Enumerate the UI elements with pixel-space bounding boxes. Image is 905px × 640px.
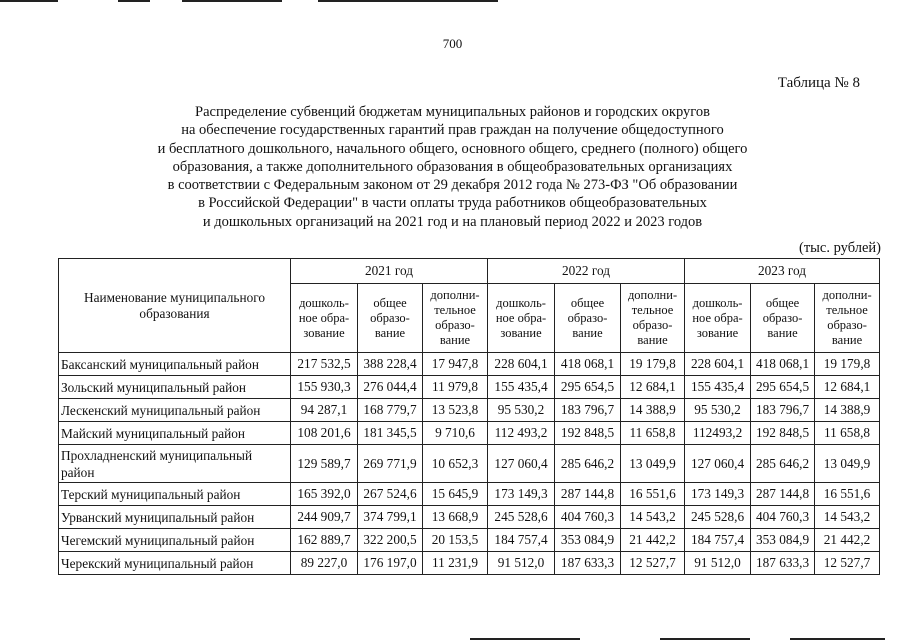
name-column-header: Наименование муниципального образования: [59, 259, 291, 353]
subcolumn-additional: дополни-тельное образо-вание: [621, 284, 685, 353]
title-line: Распределение субвенций бюджетам муниципальных районов и городских округов: [195, 104, 710, 120]
table-row: [59, 399, 880, 422]
value-cell: 183 796,7: [555, 399, 621, 422]
value-cell: 295 654,5: [751, 376, 815, 399]
value-cell: 14 543,2: [621, 506, 685, 529]
value-cell: 173 149,3: [488, 483, 555, 506]
municipality-name: Майский муниципальный район: [59, 422, 291, 445]
title-line: образования, а также дополнительного образования в общеобразовательных организациях: [172, 158, 733, 175]
title-line: в Российской Федерации" в части оплаты труда работников общеобразовательных: [198, 195, 707, 212]
value-cell: 287 144,8: [555, 483, 621, 506]
title-line: на обеспечение государственных гарантий прав граждан на получение общедоступного: [181, 122, 724, 139]
value-cell: 287 144,8: [751, 483, 815, 506]
scan-artifact-line: [318, 0, 498, 2]
value-cell: 95 530,2: [488, 399, 555, 422]
scan-artifact-line: [0, 0, 58, 2]
value-cell: 21 442,2: [815, 529, 880, 552]
value-cell: 192 848,5: [751, 422, 815, 445]
subsidy-table: [58, 258, 880, 575]
value-cell: 20 153,5: [423, 529, 488, 552]
value-cell: 418 068,1: [751, 353, 815, 376]
table-row: [59, 506, 880, 529]
value-cell: 404 760,3: [555, 506, 621, 529]
value-cell: 155 930,3: [291, 376, 358, 399]
subcolumn-preschool: дошколь-ное обра-зование: [685, 284, 751, 353]
units-label: (тыс. рублей): [799, 240, 881, 256]
value-cell: 11 658,8: [621, 422, 685, 445]
value-cell: 17 947,8: [423, 353, 488, 376]
value-cell: 19 179,8: [815, 353, 880, 376]
scan-artifact-line: [182, 0, 282, 2]
title-line: и дошкольных организаций на 2021 год и на плановый период 2022 и 2023 годов: [202, 213, 703, 230]
table-row: [59, 529, 880, 552]
value-cell: 192 848,5: [555, 422, 621, 445]
value-cell: 11 979,8: [423, 376, 488, 399]
value-cell: 181 345,5: [358, 422, 423, 445]
value-cell: 12 527,7: [815, 552, 880, 575]
year-header-2022: 2022 год: [488, 259, 685, 284]
value-cell: 112493,2: [685, 422, 751, 445]
subcolumn-preschool: дошколь-ное обра-зование: [488, 284, 555, 353]
value-cell: 168 779,7: [358, 399, 423, 422]
value-cell: 217 532,5: [291, 353, 358, 376]
value-cell: 162 889,7: [291, 529, 358, 552]
table-label: Таблица № 8: [777, 75, 860, 91]
value-cell: 91 512,0: [488, 552, 555, 575]
value-cell: 187 633,3: [555, 552, 621, 575]
municipality-name: Урванский муниципальный район: [59, 506, 291, 529]
value-cell: 184 757,4: [488, 529, 555, 552]
subcolumn-general: общее образо-вание: [555, 284, 621, 353]
municipality-name: Терский муниципальный район: [59, 483, 291, 506]
value-cell: 183 796,7: [751, 399, 815, 422]
table-row: [59, 445, 880, 483]
value-cell: 14 388,9: [815, 399, 880, 422]
value-cell: 15 645,9: [423, 483, 488, 506]
value-cell: 12 684,1: [621, 376, 685, 399]
value-cell: 95 530,2: [685, 399, 751, 422]
value-cell: 269 771,9: [358, 445, 423, 483]
value-cell: 13 523,8: [423, 399, 488, 422]
value-cell: 127 060,4: [488, 445, 555, 483]
value-cell: 184 757,4: [685, 529, 751, 552]
value-cell: 245 528,6: [488, 506, 555, 529]
value-cell: 173 149,3: [685, 483, 751, 506]
municipality-name: Баксанский муниципальный район: [59, 353, 291, 376]
value-cell: 228 604,1: [488, 353, 555, 376]
value-cell: 388 228,4: [358, 353, 423, 376]
subcolumn-general: общее образо-вание: [358, 284, 423, 353]
value-cell: 10 652,3: [423, 445, 488, 483]
value-cell: 176 197,0: [358, 552, 423, 575]
value-cell: 16 551,6: [621, 483, 685, 506]
scan-artifact-line: [118, 0, 150, 2]
subcolumn-preschool: дошколь-ное обра-зование: [291, 284, 358, 353]
value-cell: 21 442,2: [621, 529, 685, 552]
value-cell: 129 589,7: [291, 445, 358, 483]
value-cell: 285 646,2: [751, 445, 815, 483]
value-cell: 353 084,9: [555, 529, 621, 552]
value-cell: 244 909,7: [291, 506, 358, 529]
value-cell: 245 528,6: [685, 506, 751, 529]
value-cell: 16 551,6: [815, 483, 880, 506]
value-cell: 13 049,9: [621, 445, 685, 483]
value-cell: 11 231,9: [423, 552, 488, 575]
municipality-name: Зольский муниципальный район: [59, 376, 291, 399]
municipality-name: Черекский муниципальный район: [59, 552, 291, 575]
table-row: [59, 552, 880, 575]
municipality-name: Чегемский муниципальный район: [59, 529, 291, 552]
value-cell: 295 654,5: [555, 376, 621, 399]
value-cell: 14 388,9: [621, 399, 685, 422]
value-cell: 322 200,5: [358, 529, 423, 552]
value-cell: 285 646,2: [555, 445, 621, 483]
title-line: и бесплатного дошкольного, начального общего, основного общего, среднего (полного) общего: [157, 140, 748, 157]
value-cell: 404 760,3: [751, 506, 815, 529]
value-cell: 353 084,9: [751, 529, 815, 552]
value-cell: 11 658,8: [815, 422, 880, 445]
year-header-2021: 2021 год: [291, 259, 488, 284]
title-line: в соответствии с Федеральным законом от 29 декабря 2012 года № 273-ФЗ "Об образовании: [167, 177, 738, 194]
value-cell: 12 527,7: [621, 552, 685, 575]
value-cell: 94 287,1: [291, 399, 358, 422]
municipality-name: Лескенский муниципальный район: [59, 399, 291, 422]
value-cell: 13 668,9: [423, 506, 488, 529]
value-cell: 155 435,4: [488, 376, 555, 399]
table-body: [59, 353, 880, 575]
table-row: [59, 422, 880, 445]
subcolumn-additional: дополни-тельное образо-вание: [423, 284, 488, 353]
subcolumn-general: общее образо-вание: [751, 284, 815, 353]
value-cell: 9 710,6: [423, 422, 488, 445]
year-header-2023: 2023 год: [685, 259, 880, 284]
table-row: [59, 483, 880, 506]
value-cell: 14 543,2: [815, 506, 880, 529]
value-cell: 89 227,0: [291, 552, 358, 575]
value-cell: 108 201,6: [291, 422, 358, 445]
value-cell: 19 179,8: [621, 353, 685, 376]
municipality-name: Прохладненский муниципальный район: [59, 445, 291, 483]
subcolumn-additional: дополни-тельное образо-вание: [815, 284, 880, 353]
value-cell: 165 392,0: [291, 483, 358, 506]
value-cell: 374 799,1: [358, 506, 423, 529]
value-cell: 267 524,6: [358, 483, 423, 506]
value-cell: 91 512,0: [685, 552, 751, 575]
value-cell: 187 633,3: [751, 552, 815, 575]
value-cell: 418 068,1: [555, 353, 621, 376]
value-cell: 228 604,1: [685, 353, 751, 376]
value-cell: 127 060,4: [685, 445, 751, 483]
value-cell: 112 493,2: [488, 422, 555, 445]
table-row: [59, 376, 880, 399]
value-cell: 276 044,4: [358, 376, 423, 399]
value-cell: 12 684,1: [815, 376, 880, 399]
document-title: [120, 103, 785, 231]
table-row: [59, 353, 880, 376]
value-cell: 155 435,4: [685, 376, 751, 399]
value-cell: 13 049,9: [815, 445, 880, 483]
page-number: 700: [442, 36, 463, 51]
